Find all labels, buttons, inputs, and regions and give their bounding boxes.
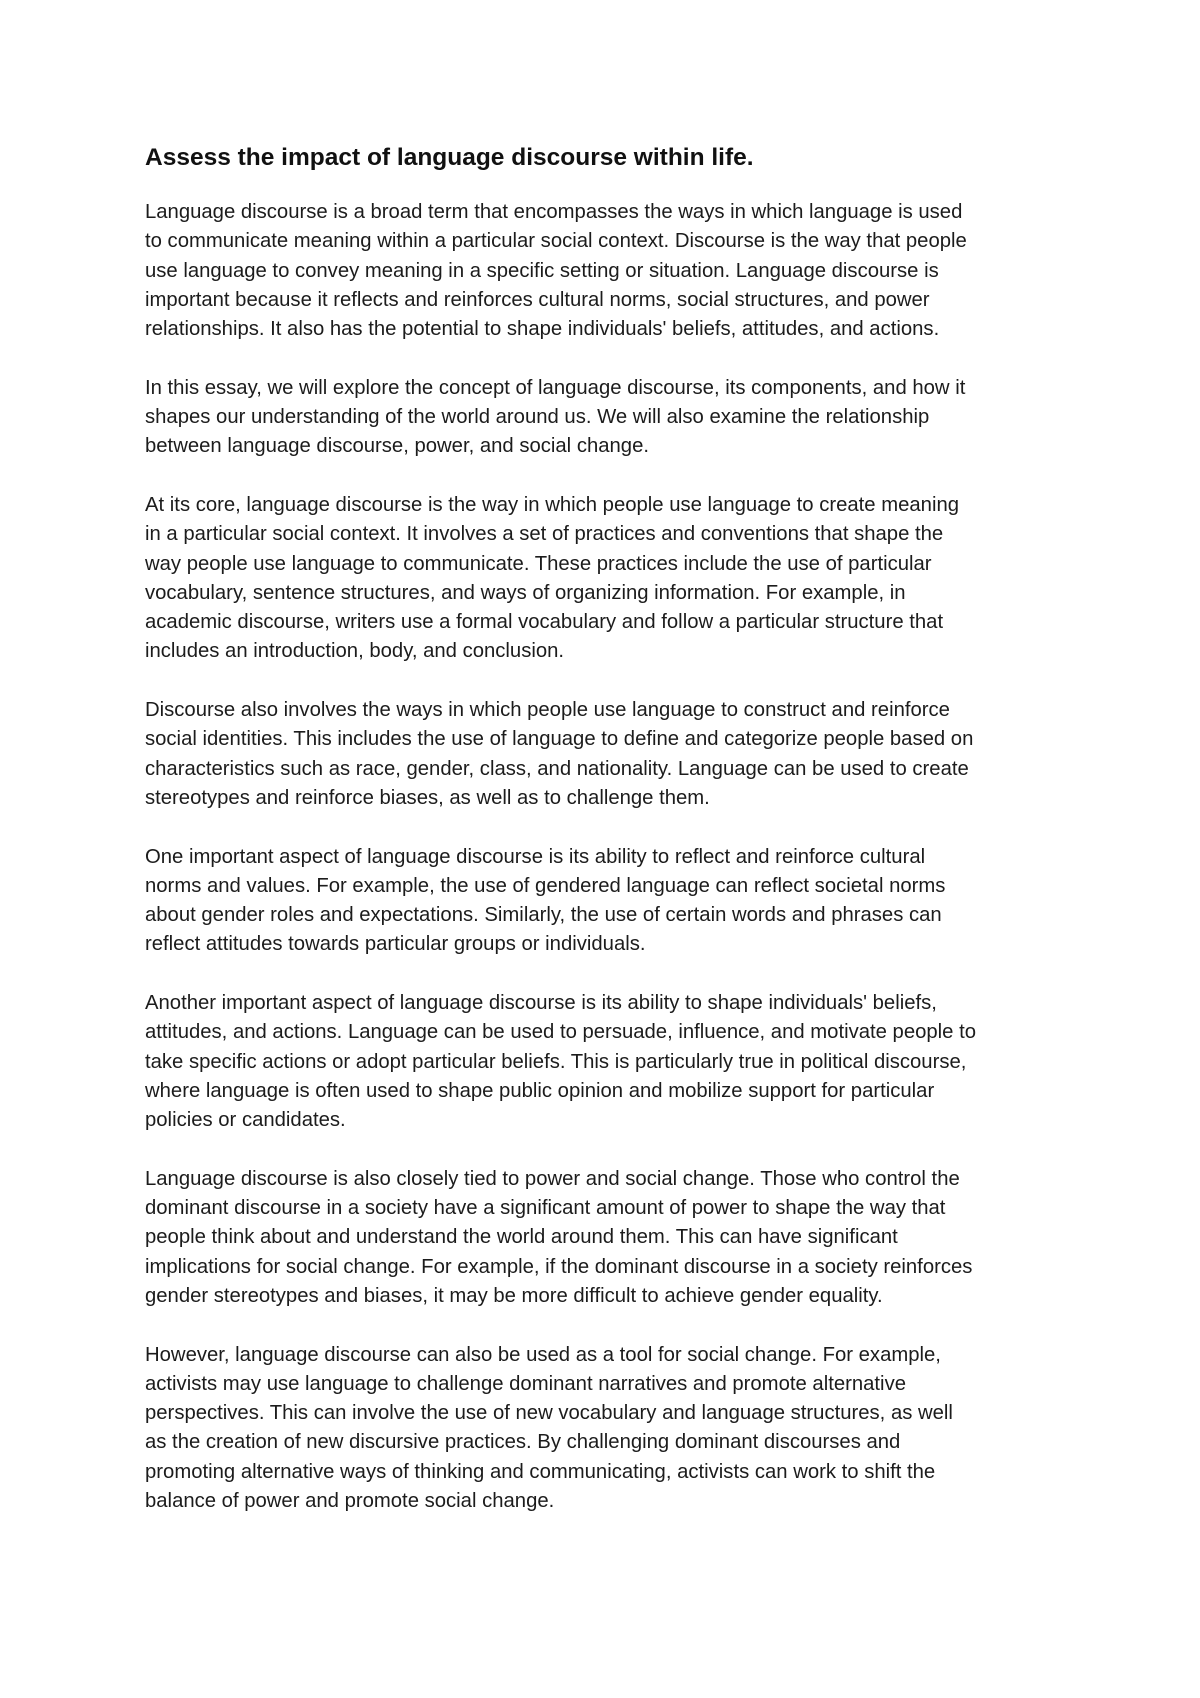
paragraph-line: use language to convey meaning in a specific setting or situation. Language discourse is xyxy=(145,259,939,282)
paragraph-line: Language discourse is a broad term that encompasses the ways in which language is used xyxy=(145,201,963,223)
paragraph-8 xyxy=(145,1341,1075,1517)
paragraph-line: Language discourse is also closely tied to power and social change. Those who control the xyxy=(145,1167,960,1190)
paragraph-line: as the creation of new discursive practices. By challenging dominant discourses and xyxy=(145,1431,901,1454)
paragraph-line: reflect attitudes towards particular groups or individuals. xyxy=(145,933,646,956)
paragraph-line: people think about and understand the world around them. This can have significant xyxy=(145,1226,898,1249)
paragraph-line: activists may use language to challenge dominant narratives and promote alternative xyxy=(145,1372,906,1395)
paragraph-line: implications for social change. For example, if the dominant discourse in a society reinforces xyxy=(145,1255,973,1278)
paragraph-line: vocabulary, sentence structures, and ways of organizing information. For example, in xyxy=(145,581,906,604)
paragraph-line: social identities. This includes the use of language to define and categorize people based on xyxy=(145,728,974,751)
paragraph-7 xyxy=(145,1165,1075,1311)
paragraph-line: important because it reflects and reinforces cultural norms, social structures, and power xyxy=(145,288,930,311)
document-title: Assess the impact of language discourse within life. xyxy=(145,144,754,171)
paragraph-line: academic discourse, writers use a formal vocabulary and follow a particular structure that xyxy=(145,611,944,634)
paragraph-4 xyxy=(145,696,1075,813)
paragraph-line: One important aspect of language discourse is its ability to reflect and reinforce cultural xyxy=(145,845,926,868)
paragraph-line: in a particular social context. It involves a set of practices and conventions that shape the xyxy=(145,523,944,546)
paragraph-line: Another important aspect of language discourse is its ability to shape individuals' beliefs, xyxy=(145,992,937,1015)
paragraph-line: to communicate meaning within a particular social context. Discourse is the way that people xyxy=(145,230,967,253)
paragraph-line: attitudes, and actions. Language can be used to persuade, influence, and motivate people to xyxy=(145,1021,977,1044)
paragraph-line: shapes our understanding of the world around us. We will also examine the relationship xyxy=(145,406,930,429)
paragraph-line: way people use language to communicate. These practices include the use of particular xyxy=(145,552,932,575)
paragraph-line: about gender roles and expectations. Similarly, the use of certain words and phrases can xyxy=(145,904,942,927)
paragraph-line: characteristics such as race, gender, class, and nationality. Language can be used to create xyxy=(145,757,969,780)
paragraph-1 xyxy=(145,198,1075,344)
paragraph-line: dominant discourse in a society have a significant amount of power to shape the way that xyxy=(145,1197,946,1220)
paragraph-line: take specific actions or adopt particular beliefs. This is particularly true in political discourse, xyxy=(145,1050,967,1073)
document-page xyxy=(145,142,1075,1546)
paragraph-line: policies or candidates. xyxy=(145,1109,346,1132)
paragraph-line: balance of power and promote social change. xyxy=(145,1490,555,1513)
paragraph-line: promoting alternative ways of thinking and communicating, activists can work to shift the xyxy=(145,1460,936,1483)
paragraph-line: Discourse also involves the ways in which people use language to construct and reinforce xyxy=(145,699,950,722)
paragraph-line: gender stereotypes and biases, it may be more difficult to achieve gender equality. xyxy=(145,1284,883,1307)
paragraph-5 xyxy=(145,843,1075,960)
paragraph-line: However, language discourse can also be used as a tool for social change. For example, xyxy=(145,1343,941,1366)
paragraph-3 xyxy=(145,491,1075,667)
paragraph-line: where language is often used to shape public opinion and mobilize support for particular xyxy=(145,1079,935,1102)
paragraph-2 xyxy=(145,374,1075,462)
paragraph-line: includes an introduction, body, and conclusion. xyxy=(145,640,565,663)
paragraph-line: At its core, language discourse is the way in which people use language to create meaning xyxy=(145,493,960,516)
paragraph-6 xyxy=(145,989,1075,1135)
paragraph-line: perspectives. This can involve the use of new vocabulary and language structures, as well xyxy=(145,1402,953,1425)
paragraph-line: between language discourse, power, and social change. xyxy=(145,435,650,458)
paragraph-line: norms and values. For example, the use of gendered language can reflect societal norms xyxy=(145,874,946,897)
paragraph-line: stereotypes and reinforce biases, as well as to challenge them. xyxy=(145,786,710,809)
paragraph-line: relationships. It also has the potential to shape individuals' beliefs, attitudes, and actions. xyxy=(145,318,940,341)
paragraph-line: In this essay, we will explore the concept of language discourse, its components, and how it xyxy=(145,376,966,399)
